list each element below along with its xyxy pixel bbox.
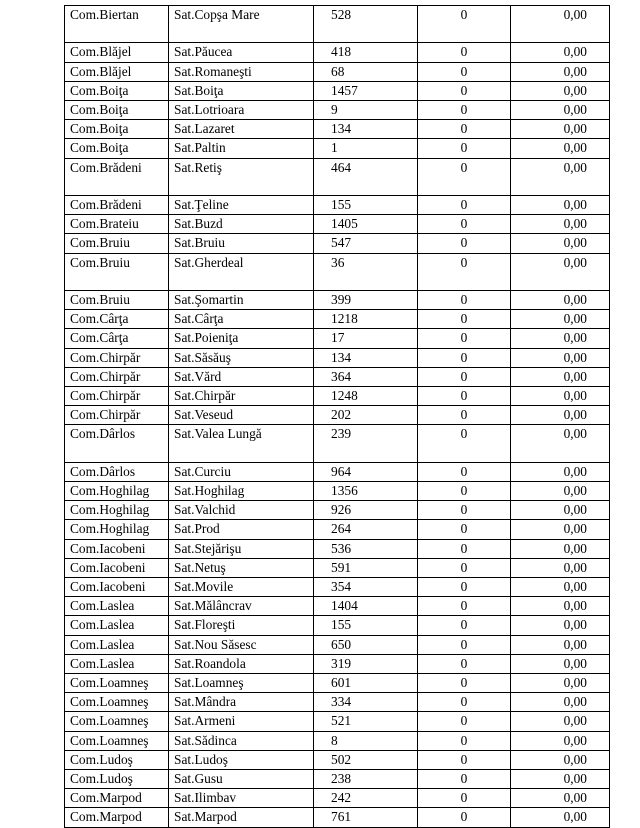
value-cell: 0,00 [511, 291, 610, 310]
table-row [65, 43, 610, 62]
count-cell: 0 [418, 81, 511, 100]
count-cell: 0 [418, 808, 511, 827]
table-row [65, 406, 610, 425]
value-cell: 0,00 [511, 387, 610, 406]
count-cell: 0 [418, 770, 511, 789]
value-cell: 0,00 [511, 674, 610, 693]
count-cell: 0 [418, 348, 511, 367]
village-cell: Sat.Mândra [169, 693, 314, 712]
commune-cell: Com.Blăjel [65, 43, 169, 62]
value-cell: 0,00 [511, 158, 610, 195]
village-cell: Sat.Hoghilag [169, 482, 314, 501]
population-cell: 1218 [314, 310, 418, 329]
value-cell: 0,00 [511, 789, 610, 808]
population-cell: 536 [314, 539, 418, 558]
count-cell: 0 [418, 6, 511, 43]
table-row [65, 462, 610, 481]
village-cell: Sat.Armeni [169, 712, 314, 731]
population-cell: 319 [314, 654, 418, 673]
commune-cell: Com.Laslea [65, 616, 169, 635]
table-row [65, 62, 610, 81]
population-cell: 761 [314, 808, 418, 827]
village-cell: Sat.Vărd [169, 367, 314, 386]
value-cell: 0,00 [511, 310, 610, 329]
population-cell: 1405 [314, 215, 418, 234]
table-row [65, 6, 610, 43]
table-row [65, 693, 610, 712]
population-cell: 9 [314, 101, 418, 120]
table-row [65, 789, 610, 808]
commune-cell: Com.Hoghilag [65, 520, 169, 539]
count-cell: 0 [418, 558, 511, 577]
commune-cell: Com.Chirpăr [65, 406, 169, 425]
village-cell: Sat.Veseud [169, 406, 314, 425]
count-cell: 0 [418, 597, 511, 616]
village-cell: Sat.Valea Lungă [169, 425, 314, 462]
value-cell: 0,00 [511, 120, 610, 139]
value-cell: 0,00 [511, 101, 610, 120]
population-cell: 68 [314, 62, 418, 81]
value-cell: 0,00 [511, 253, 610, 290]
table-row [65, 539, 610, 558]
table-row [65, 215, 610, 234]
value-cell: 0,00 [511, 578, 610, 597]
commune-cell: Com.Iacobeni [65, 558, 169, 577]
value-cell: 0,00 [511, 462, 610, 481]
count-cell: 0 [418, 462, 511, 481]
commune-cell: Com.Loamneş [65, 731, 169, 750]
table-body [65, 6, 610, 828]
table-row [65, 770, 610, 789]
value-cell: 0,00 [511, 139, 610, 158]
table-row [65, 750, 610, 769]
village-cell: Sat.Lotrioara [169, 101, 314, 120]
village-cell: Sat.Paltin [169, 139, 314, 158]
count-cell: 0 [418, 425, 511, 462]
table-row [65, 674, 610, 693]
count-cell: 0 [418, 406, 511, 425]
table-row [65, 101, 610, 120]
value-cell: 0,00 [511, 558, 610, 577]
table-row [65, 578, 610, 597]
village-cell: Sat.Poieniţa [169, 329, 314, 348]
village-cell: Sat.Gherdeal [169, 253, 314, 290]
table-row [65, 329, 610, 348]
village-cell: Sat.Sădinca [169, 731, 314, 750]
population-cell: 521 [314, 712, 418, 731]
commune-cell: Com.Loamneş [65, 693, 169, 712]
commune-cell: Com.Dârlos [65, 425, 169, 462]
count-cell: 0 [418, 750, 511, 769]
count-cell: 0 [418, 62, 511, 81]
value-cell: 0,00 [511, 348, 610, 367]
value-cell: 0,00 [511, 482, 610, 501]
table-row [65, 654, 610, 673]
value-cell: 0,00 [511, 6, 610, 43]
count-cell: 0 [418, 635, 511, 654]
population-cell: 601 [314, 674, 418, 693]
commune-cell: Com.Ludoş [65, 770, 169, 789]
commune-cell: Com.Chirpăr [65, 387, 169, 406]
value-cell: 0,00 [511, 406, 610, 425]
count-cell: 0 [418, 789, 511, 808]
village-cell: Sat.Curciu [169, 462, 314, 481]
table-row [65, 158, 610, 195]
population-cell: 399 [314, 291, 418, 310]
commune-cell: Com.Hoghilag [65, 482, 169, 501]
count-cell: 0 [418, 291, 511, 310]
value-cell: 0,00 [511, 808, 610, 827]
table-row [65, 253, 610, 290]
table-row [65, 425, 610, 462]
table-row [65, 291, 610, 310]
population-cell: 926 [314, 501, 418, 520]
village-cell: Sat.Retiş [169, 158, 314, 195]
commune-cell: Com.Bruiu [65, 291, 169, 310]
table-row [65, 367, 610, 386]
village-cell: Sat.Marpod [169, 808, 314, 827]
commune-cell: Com.Bruiu [65, 253, 169, 290]
value-cell: 0,00 [511, 597, 610, 616]
commune-cell: Com.Cârţa [65, 329, 169, 348]
village-cell: Sat.Movile [169, 578, 314, 597]
commune-cell: Com.Marpod [65, 808, 169, 827]
value-cell: 0,00 [511, 520, 610, 539]
village-cell: Sat.Şomartin [169, 291, 314, 310]
commune-cell: Com.Loamneş [65, 674, 169, 693]
village-cell: Sat.Păucea [169, 43, 314, 62]
population-cell: 650 [314, 635, 418, 654]
commune-cell: Com.Cârţa [65, 310, 169, 329]
value-cell: 0,00 [511, 43, 610, 62]
village-cell: Sat.Buzd [169, 215, 314, 234]
commune-cell: Com.Blăjel [65, 62, 169, 81]
village-cell: Sat.Romaneşti [169, 62, 314, 81]
table-row [65, 139, 610, 158]
village-cell: Sat.Roandola [169, 654, 314, 673]
commune-cell: Com.Brădeni [65, 196, 169, 215]
count-cell: 0 [418, 712, 511, 731]
commune-cell: Com.Ludoş [65, 750, 169, 769]
value-cell: 0,00 [511, 654, 610, 673]
count-cell: 0 [418, 674, 511, 693]
count-cell: 0 [418, 731, 511, 750]
population-cell: 364 [314, 367, 418, 386]
population-cell: 418 [314, 43, 418, 62]
population-cell: 1457 [314, 81, 418, 100]
population-cell: 242 [314, 789, 418, 808]
population-cell: 964 [314, 462, 418, 481]
table-row [65, 120, 610, 139]
village-cell: Sat.Mălâncrav [169, 597, 314, 616]
commune-cell: Com.Laslea [65, 654, 169, 673]
village-cell: Sat.Lazaret [169, 120, 314, 139]
commune-cell: Com.Boiţa [65, 101, 169, 120]
value-cell: 0,00 [511, 750, 610, 769]
count-cell: 0 [418, 120, 511, 139]
village-cell: Sat.Bruiu [169, 234, 314, 253]
commune-cell: Com.Boiţa [65, 139, 169, 158]
value-cell: 0,00 [511, 196, 610, 215]
count-cell: 0 [418, 520, 511, 539]
population-cell: 8 [314, 731, 418, 750]
commune-cell: Com.Marpod [65, 789, 169, 808]
count-cell: 0 [418, 367, 511, 386]
commune-cell: Com.Hoghilag [65, 501, 169, 520]
village-cell: Sat.Gusu [169, 770, 314, 789]
population-cell: 134 [314, 120, 418, 139]
table-row [65, 482, 610, 501]
commune-cell: Com.Dârlos [65, 462, 169, 481]
count-cell: 0 [418, 501, 511, 520]
value-cell: 0,00 [511, 693, 610, 712]
village-cell: Sat.Ţeline [169, 196, 314, 215]
commune-cell: Com.Laslea [65, 597, 169, 616]
village-cell: Sat.Netuş [169, 558, 314, 577]
population-cell: 591 [314, 558, 418, 577]
value-cell: 0,00 [511, 635, 610, 654]
count-cell: 0 [418, 578, 511, 597]
value-cell: 0,00 [511, 425, 610, 462]
village-cell: Sat.Boiţa [169, 81, 314, 100]
village-cell: Sat.Nou Săsesc [169, 635, 314, 654]
village-cell: Sat.Prod [169, 520, 314, 539]
population-cell: 134 [314, 348, 418, 367]
count-cell: 0 [418, 482, 511, 501]
table-row [65, 310, 610, 329]
village-cell: Sat.Loamneş [169, 674, 314, 693]
village-cell: Sat.Ilimbav [169, 789, 314, 808]
table-row [65, 635, 610, 654]
village-cell: Sat.Stejărişu [169, 539, 314, 558]
village-cell: Sat.Floreşti [169, 616, 314, 635]
population-cell: 264 [314, 520, 418, 539]
count-cell: 0 [418, 101, 511, 120]
population-cell: 464 [314, 158, 418, 195]
population-cell: 17 [314, 329, 418, 348]
commune-cell: Com.Bruiu [65, 234, 169, 253]
commune-cell: Com.Chirpăr [65, 348, 169, 367]
value-cell: 0,00 [511, 215, 610, 234]
count-cell: 0 [418, 310, 511, 329]
table-row [65, 234, 610, 253]
count-cell: 0 [418, 43, 511, 62]
population-cell: 155 [314, 196, 418, 215]
count-cell: 0 [418, 139, 511, 158]
commune-cell: Com.Iacobeni [65, 539, 169, 558]
population-cell: 155 [314, 616, 418, 635]
value-cell: 0,00 [511, 234, 610, 253]
population-cell: 528 [314, 6, 418, 43]
count-cell: 0 [418, 654, 511, 673]
commune-cell: Com.Loamneş [65, 712, 169, 731]
population-cell: 1404 [314, 597, 418, 616]
village-table [64, 5, 610, 828]
commune-cell: Com.Brădeni [65, 158, 169, 195]
population-cell: 1 [314, 139, 418, 158]
table-row [65, 196, 610, 215]
count-cell: 0 [418, 215, 511, 234]
table-row [65, 616, 610, 635]
population-cell: 547 [314, 234, 418, 253]
value-cell: 0,00 [511, 539, 610, 558]
value-cell: 0,00 [511, 616, 610, 635]
commune-cell: Com.Boiţa [65, 120, 169, 139]
population-cell: 1248 [314, 387, 418, 406]
village-cell: Sat.Cârţa [169, 310, 314, 329]
population-cell: 502 [314, 750, 418, 769]
count-cell: 0 [418, 329, 511, 348]
population-cell: 334 [314, 693, 418, 712]
table-row [65, 808, 610, 827]
population-cell: 1356 [314, 482, 418, 501]
village-cell: Sat.Ludoş [169, 750, 314, 769]
count-cell: 0 [418, 234, 511, 253]
population-cell: 36 [314, 253, 418, 290]
count-cell: 0 [418, 539, 511, 558]
value-cell: 0,00 [511, 81, 610, 100]
value-cell: 0,00 [511, 329, 610, 348]
value-cell: 0,00 [511, 731, 610, 750]
commune-cell: Com.Biertan [65, 6, 169, 43]
count-cell: 0 [418, 158, 511, 195]
count-cell: 0 [418, 253, 511, 290]
table-row [65, 558, 610, 577]
value-cell: 0,00 [511, 367, 610, 386]
table-row [65, 731, 610, 750]
table-row [65, 501, 610, 520]
village-cell: Sat.Săsăuş [169, 348, 314, 367]
table-row [65, 387, 610, 406]
count-cell: 0 [418, 196, 511, 215]
commune-cell: Com.Boiţa [65, 81, 169, 100]
commune-cell: Com.Chirpăr [65, 367, 169, 386]
commune-cell: Com.Brateiu [65, 215, 169, 234]
village-cell: Sat.Chirpăr [169, 387, 314, 406]
table-row [65, 712, 610, 731]
population-cell: 354 [314, 578, 418, 597]
population-cell: 239 [314, 425, 418, 462]
population-cell: 202 [314, 406, 418, 425]
table-row [65, 348, 610, 367]
count-cell: 0 [418, 387, 511, 406]
commune-cell: Com.Iacobeni [65, 578, 169, 597]
table-row [65, 520, 610, 539]
count-cell: 0 [418, 616, 511, 635]
value-cell: 0,00 [511, 62, 610, 81]
village-cell: Sat.Copşa Mare [169, 6, 314, 43]
village-cell: Sat.Valchid [169, 501, 314, 520]
value-cell: 0,00 [511, 501, 610, 520]
count-cell: 0 [418, 693, 511, 712]
value-cell: 0,00 [511, 770, 610, 789]
commune-cell: Com.Laslea [65, 635, 169, 654]
table-row [65, 81, 610, 100]
value-cell: 0,00 [511, 712, 610, 731]
table-row [65, 597, 610, 616]
population-cell: 238 [314, 770, 418, 789]
